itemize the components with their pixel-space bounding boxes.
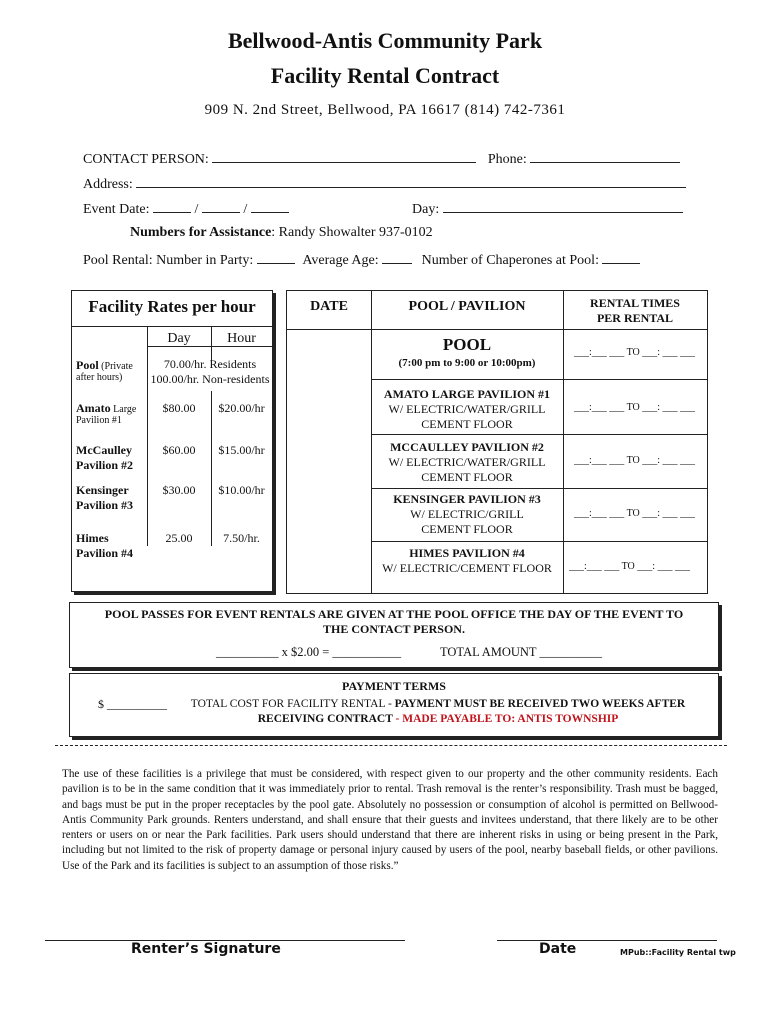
rate-himes-day: 25.00 [165, 531, 193, 545]
pavilion-4-time-slot[interactable]: ___:___ ___ TO ___: ___ ___ [569, 561, 691, 572]
col-day-header: Day [167, 331, 191, 346]
day-label: Day: [412, 202, 440, 217]
rate-kensinger-day: $30.00 [162, 483, 196, 497]
rate-row-amato-note: Pavilion #1 [76, 415, 122, 426]
document-title: Bellwood-Antis Community Park [227, 28, 543, 53]
party-size-field[interactable] [257, 251, 295, 264]
rate-row-pool-name: Pool (Private [76, 358, 133, 372]
phone-field[interactable] [530, 150, 680, 163]
col-hour-header: Hour [227, 331, 256, 346]
average-age-label: Average Age: [302, 253, 379, 268]
rate-row-himes-pavilion: Pavilion #4 [76, 546, 134, 560]
passes-notice: POOL PASSES FOR EVENT RENTALS ARE GIVEN AT THE POOL OFFICE THE DAY OF THE EVENT TO THE CONTACT PERSON. [104, 607, 684, 636]
event-month-field[interactable] [153, 200, 191, 213]
rate-row-kensinger-pavilion: Pavilion #3 [76, 498, 134, 512]
pool-time-slot[interactable]: ___:___ ___ TO ___: ___ ___ [574, 347, 696, 358]
phone-label: Phone: [487, 152, 527, 167]
event-date-row [83, 200, 289, 218]
park-address: 909 N. 2nd Street, Bellwood, PA 16617 (814) 742-7361 [204, 102, 566, 118]
rental-schedule-table [286, 290, 708, 594]
rate-row-amato-name: Amato Large [76, 401, 137, 415]
rate-mccaulley-hour: $15.00/hr [218, 443, 265, 457]
rate-row-himes-name: Himes [76, 531, 109, 545]
terms-paragraph: The use of these facilities is a privilege that must be considered, with respect given to our property and the other community residents. Each pavilion is to be in the same condition that it was immediately prior to rental. Trash removal is the renter’s responsibility. Trash must be bagged, and bags must be put in the proper receptacles by the pool gate. Absolutely no possession or consumption of alcohol is permitted on Bellwood-Antis Community Park grounds. Renters understand, and shall ensure that their guests and invitees understand, that there likely are to be other renters or users on or near the Park facilities. Park users should understand that there are inherent risks in using or being present in the Park, including but not limited to the risk of property damage or personal injury caused by users of the pool, nearby baseball fields, or other pavilions. Use of the Park and its facilities is subject to an assumption of those risks.” [62, 768, 718, 872]
date-entry-area[interactable] [287, 330, 371, 592]
rate-amato-hour: $20.00/hr [218, 401, 265, 415]
pool-title: POOL [442, 335, 492, 354]
rate-mccaulley-day: $60.00 [162, 443, 196, 457]
rate-amato-day: $80.00 [162, 401, 196, 415]
assistance-contact: : Randy Showalter 937-0102 [271, 225, 433, 240]
event-day-field[interactable] [202, 200, 240, 213]
date-separator: / [194, 202, 199, 217]
assistance-row [130, 225, 433, 241]
renter-signature-label: Renter’s Signature [131, 941, 281, 957]
pavilion-2-cell: MCCAULLEY PAVILION #2 W/ ELECTRIC/WATER/GRILL CEMENT FLOOR [388, 440, 546, 484]
rate-pool-nonresidents: 100.00/hr. Non-residents [150, 372, 270, 386]
date-signature-line[interactable] [497, 940, 717, 941]
event-date-label: Event Date: [83, 202, 150, 217]
cut-line-divider [55, 745, 727, 746]
pavilion-1-cell: AMATO LARGE PAVILION #1 W/ ELECTRIC/WATER/GRILL CEMENT FLOOR [383, 387, 551, 431]
payment-amount-field[interactable]: $ __________ [98, 697, 167, 711]
contact-person-field[interactable] [212, 150, 476, 163]
payment-terms-box [69, 673, 719, 737]
pavilion-2-time-slot[interactable]: ___:___ ___ TO ___: ___ ___ [574, 455, 696, 466]
pavilion-3-time-slot[interactable]: ___:___ ___ TO ___: ___ ___ [574, 508, 696, 519]
rate-kensinger-hour: $10.00/hr [218, 483, 265, 497]
document-reference: MPub::Facility Rental twp [620, 948, 736, 957]
chaperones-label: Number of Chaperones at Pool: [421, 253, 599, 268]
signature-date-label: Date [539, 941, 577, 957]
payment-terms-title: PAYMENT TERMS [342, 679, 446, 693]
document-subtitle: Facility Rental Contract [270, 63, 500, 88]
col-date-header: DATE [310, 299, 348, 314]
passes-total-amount[interactable]: TOTAL AMOUNT __________ [440, 645, 602, 659]
event-year-field[interactable] [251, 200, 289, 213]
day-field[interactable] [443, 200, 683, 213]
rate-row-pool-note: after hours) [76, 372, 123, 383]
rate-himes-hour: 7.50/hr. [223, 531, 260, 545]
pool-rental-row [83, 251, 640, 269]
contact-label: CONTACT PERSON: [83, 152, 209, 167]
pool-passes-box [69, 602, 719, 668]
rate-row-mccaulley-pavilion: Pavilion #2 [76, 458, 134, 472]
average-age-field[interactable] [382, 251, 412, 264]
pavilion-1-time-slot[interactable]: ___:___ ___ TO ___: ___ ___ [574, 402, 696, 413]
address-field[interactable] [136, 175, 686, 188]
col-facility-header: POOL / PAVILION [408, 299, 526, 314]
pavilion-3-cell: KENSINGER PAVILION #3 W/ ELECTRIC/GRILL CEMENT FLOOR [393, 492, 541, 536]
rate-row-kensinger-name: Kensinger [76, 483, 129, 497]
col-times-header: RENTAL TIMES PER RENTAL [590, 296, 680, 325]
day-row [412, 200, 683, 218]
address-row [83, 175, 686, 193]
pool-rental-label: Pool Rental: Number in Party: [83, 253, 254, 268]
facility-rates-table [71, 290, 273, 592]
contact-row [83, 150, 680, 168]
assistance-label: Numbers for Assistance [130, 225, 272, 240]
passes-calculation[interactable]: __________ x $2.00 = ___________ [216, 645, 402, 659]
pool-hours: (7:00 pm to 9:00 or 10:00pm) [398, 357, 536, 369]
rate-row-mccaulley-name: McCaulley [76, 443, 132, 457]
rates-title: Facility Rates per hour [88, 297, 256, 316]
rate-pool-residents: 70.00/hr. Residents [163, 357, 257, 371]
payment-terms-text: TOTAL COST FOR FACILITY RENTAL - PAYMENT MUST BE RECEIVED TWO WEEKS AFTER RECEIVING CONTRACT - MADE PAYABLE TO: ANTIS TOWNSHIP [190, 698, 686, 725]
date-separator: / [243, 202, 248, 217]
address-label: Address: [83, 177, 133, 192]
pavilion-4-cell: HIMES PAVILION #4 W/ ELECTRIC/CEMENT FLOOR [382, 546, 552, 575]
chaperones-field[interactable] [602, 251, 640, 264]
